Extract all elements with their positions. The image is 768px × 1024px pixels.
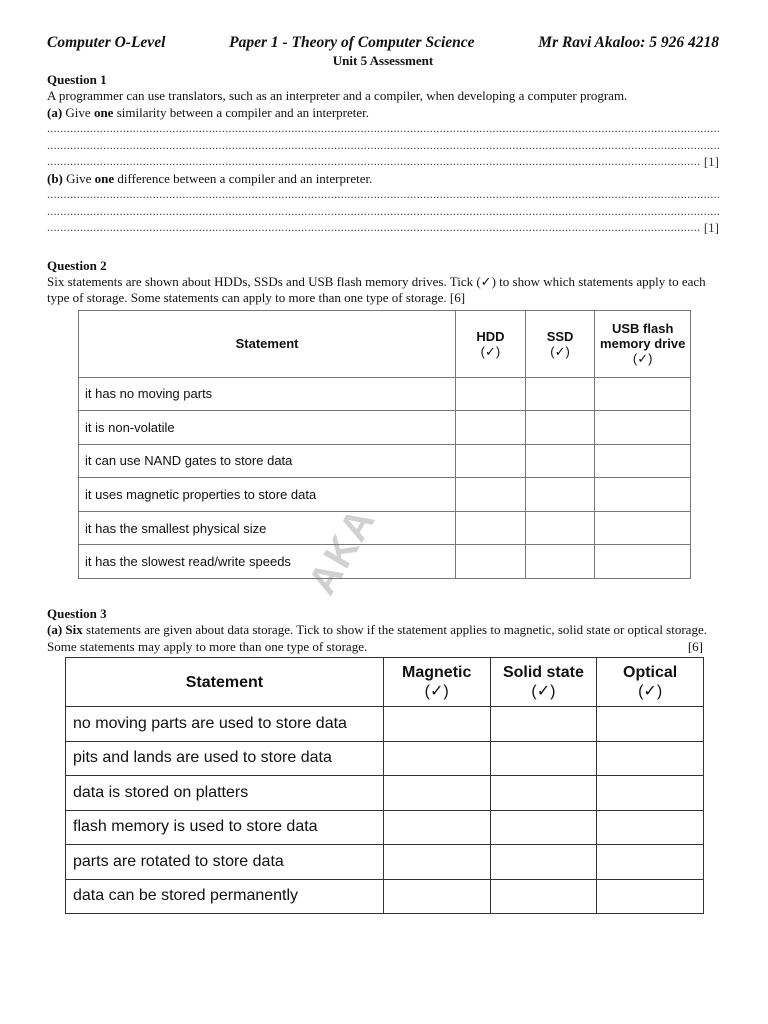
table-row [79, 444, 691, 478]
tick-cell[interactable] [456, 545, 526, 579]
tick-cell[interactable] [525, 511, 595, 545]
table-row [66, 845, 704, 880]
tick-cell[interactable] [490, 845, 597, 880]
answer-line[interactable] [47, 187, 719, 204]
prompt-text: statements are given about data storage. Tick to show if the statement applies to magnetic, solid state or optical storage. Some statements may apply to more than one type of storage. [47, 622, 707, 654]
statement-cell: it uses magnetic properties to store data [79, 478, 456, 512]
tick-cell[interactable] [595, 478, 691, 512]
prompt-emphasis: Six [65, 622, 83, 638]
col-statement: Statement [79, 310, 456, 377]
table-header-row [79, 310, 691, 377]
tick-cell[interactable] [595, 511, 691, 545]
mark-allocation: ..... [1] [701, 220, 719, 236]
tick-cell[interactable] [383, 707, 490, 742]
tick-cell[interactable] [490, 741, 597, 776]
tick-cell[interactable] [383, 741, 490, 776]
tick-cell[interactable] [456, 411, 526, 445]
tick-cell[interactable] [456, 377, 526, 411]
col-magnetic: Magnetic (✓) [383, 658, 490, 707]
tick-cell[interactable] [383, 879, 490, 914]
statement-cell: it has no moving parts [79, 377, 456, 411]
tick-cell[interactable] [490, 707, 597, 742]
statement-cell: no moving parts are used to store data [66, 707, 384, 742]
tick-cell[interactable] [456, 444, 526, 478]
tick-cell[interactable] [597, 845, 704, 880]
tick-cell[interactable] [595, 411, 691, 445]
col-solid-state: Solid state (✓) [490, 658, 597, 707]
question-1-intro: A programmer can use translators, such as an interpreter and a compiler, when developing a computer program. [47, 88, 628, 103]
table-row [79, 545, 691, 579]
tick-cell[interactable] [597, 776, 704, 811]
prompt-emphasis: one [93, 104, 114, 120]
watermark: AKA [300, 499, 385, 602]
answer-line[interactable] [47, 204, 719, 221]
paper-title: Paper 1 - Theory of Computer Science [229, 34, 475, 51]
tick-cell[interactable] [490, 776, 597, 811]
tick-cell[interactable] [490, 879, 597, 914]
tick-cell[interactable] [597, 741, 704, 776]
tick-cell[interactable] [595, 377, 691, 411]
prompt-text: Give [66, 170, 92, 186]
col-statement: Statement [66, 658, 384, 707]
col-hdd: HDD (✓) [456, 310, 526, 377]
part-label: (b) [47, 170, 63, 186]
part-label: (a) [47, 104, 63, 120]
table-row [79, 478, 691, 512]
prompt-text: Give [65, 104, 91, 120]
question-3a-prompt [47, 622, 719, 655]
mark-allocation: [6] [687, 638, 703, 654]
table-header-row [66, 658, 704, 707]
table-row [66, 741, 704, 776]
tick-cell[interactable] [525, 411, 595, 445]
part-label: (a) [47, 622, 63, 638]
tick-cell[interactable] [456, 478, 526, 512]
statement-cell: it has the smallest physical size [79, 511, 456, 545]
table-row [79, 511, 691, 545]
table-row [79, 377, 691, 411]
storage-table-1 [78, 310, 691, 580]
tick-cell[interactable] [525, 444, 595, 478]
prompt-text: similarity between a compiler and an interpreter. [116, 104, 370, 120]
teacher-contact: Mr Ravi Akaloo: 5 926 4218 [538, 34, 719, 51]
tick-cell[interactable] [597, 707, 704, 742]
statement-cell: data can be stored permanently [66, 879, 384, 914]
tick-cell[interactable] [383, 845, 490, 880]
statement-cell: flash memory is used to store data [66, 810, 384, 845]
statement-cell: it is non-volatile [79, 411, 456, 445]
question-2-intro: Six statements are shown about HDDs, SSDs and USB flash memory drives. Tick (✓) to show which statements apply to each type of storage. Some statements can apply to more than one type of storage. [6] [47, 273, 706, 305]
table-row [66, 776, 704, 811]
col-usb: USB flash memory drive (✓) [595, 310, 691, 377]
course-title: Computer O-Level [47, 34, 166, 51]
prompt-emphasis: one [94, 170, 115, 186]
tick-cell[interactable] [456, 511, 526, 545]
col-ssd: SSD (✓) [525, 310, 595, 377]
statement-cell: it has the slowest read/write speeds [79, 545, 456, 579]
prompt-text: difference between a compiler and an interpreter. [117, 170, 373, 186]
tick-cell[interactable] [595, 444, 691, 478]
unit-title: Unit 5 Assessment [332, 53, 434, 68]
table-row [66, 879, 704, 914]
worksheet-page [47, 34, 719, 914]
question-3-title: Question 3 [47, 606, 107, 622]
table-row [79, 411, 691, 445]
answer-line[interactable] [47, 121, 719, 138]
answer-line[interactable] [47, 220, 719, 237]
question-1a-prompt [47, 105, 719, 122]
tick-cell[interactable] [383, 776, 490, 811]
tick-cell[interactable] [383, 810, 490, 845]
tick-cell[interactable] [595, 545, 691, 579]
question-1b-prompt [47, 171, 719, 188]
answer-line[interactable] [47, 138, 719, 155]
question-1-title: Question 1 [47, 72, 107, 87]
tick-cell[interactable] [525, 377, 595, 411]
question-2-title: Question 2 [47, 257, 107, 273]
mark-allocation: ..... [1] [701, 154, 719, 170]
tick-cell[interactable] [597, 879, 704, 914]
col-optical: Optical (✓) [597, 658, 704, 707]
storage-table-2 [65, 657, 704, 914]
statement-cell: data is stored on platters [66, 776, 384, 811]
tick-cell[interactable] [525, 478, 595, 512]
tick-cell[interactable] [597, 810, 704, 845]
table-row [66, 707, 704, 742]
answer-line[interactable] [47, 154, 719, 171]
statement-cell: it can use NAND gates to store data [79, 444, 456, 478]
page-header [47, 34, 719, 52]
statement-cell: pits and lands are used to store data [66, 741, 384, 776]
tick-cell[interactable] [490, 810, 597, 845]
tick-cell[interactable] [525, 545, 595, 579]
statement-cell: parts are rotated to store data [66, 845, 384, 880]
table-row [66, 810, 704, 845]
